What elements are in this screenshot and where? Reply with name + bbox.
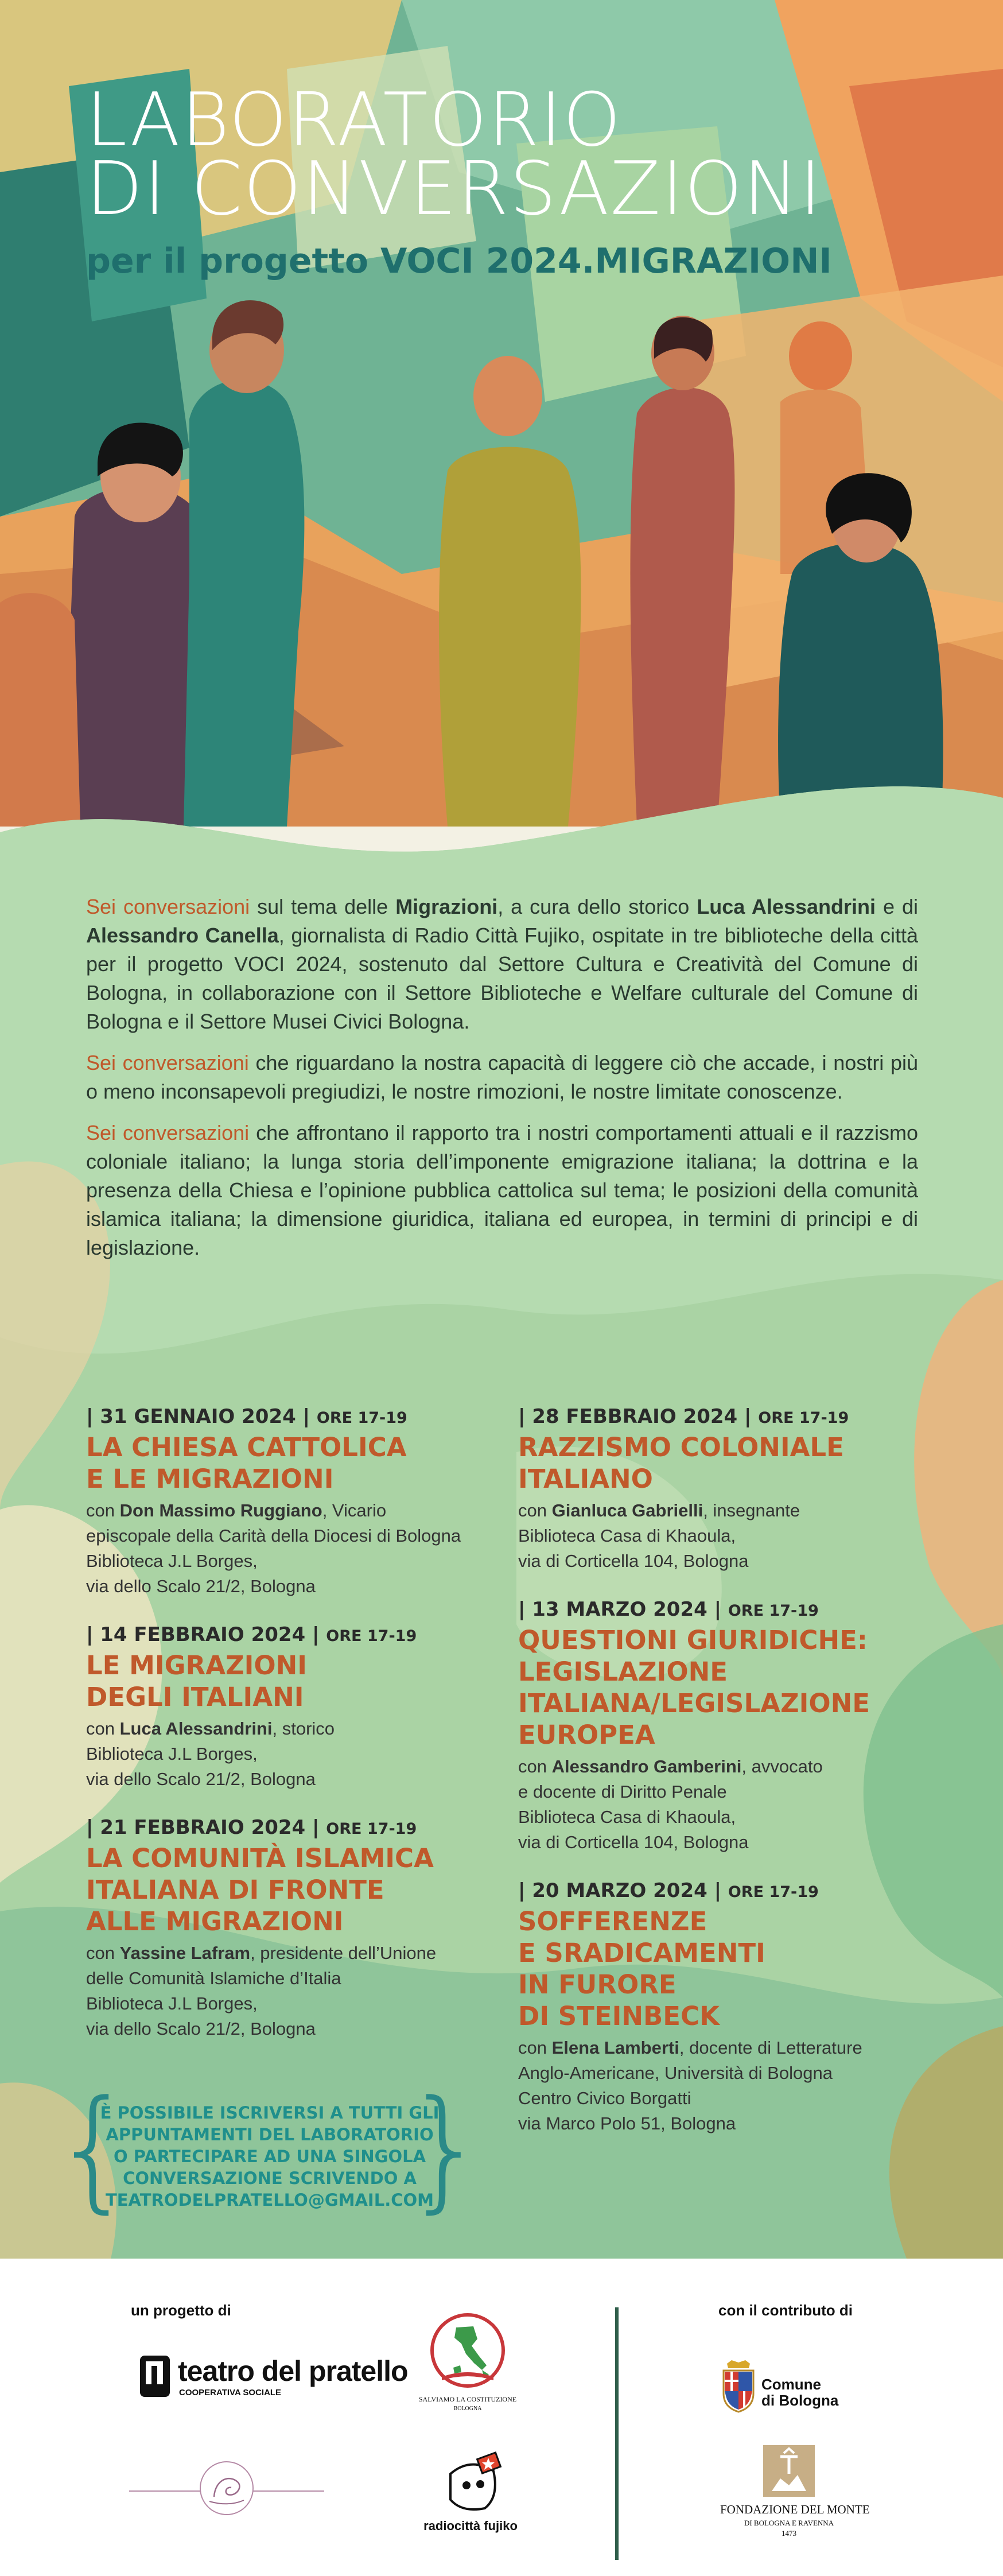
intro-text: [86, 893, 918, 1275]
event-time: ORE 17-19: [326, 1627, 417, 1645]
left-brace-icon: {: [52, 2073, 136, 2226]
bold-text: Luca Alessandrini: [697, 895, 876, 918]
teatro-logo-name: teatro del pratello: [178, 2355, 408, 2387]
title-block: [86, 77, 947, 281]
italy-map-icon: [425, 2310, 511, 2391]
right-brace-icon: }: [403, 2073, 488, 2226]
subtitle: per il progetto VOCI 2024.MIGRAZIONI: [86, 241, 832, 281]
event-date-text: | 21 FEBBRAIO 2024 |: [86, 1816, 326, 1839]
schedule-right-column: [518, 1405, 931, 2160]
event-time: ORE 17-19: [326, 1820, 417, 1838]
event-date: [86, 1405, 499, 1428]
contribution-label: con il contributo di: [718, 2302, 853, 2319]
bologna-crest-icon: [720, 2359, 757, 2414]
teatro-logo-sub: COOPERATIVA SOCIALE: [179, 2388, 282, 2397]
intro-paragraph-2: [86, 1049, 918, 1106]
event-details: [518, 1754, 931, 1855]
salviamo-costituzione-logo[interactable]: [416, 2310, 519, 2419]
event-time: ORE 17-19: [316, 1409, 407, 1427]
monte-emblem-icon: [763, 2445, 815, 2497]
costituzione-logo-text: SALVIAMO LA COSTITUZIONE: [418, 2395, 517, 2403]
bold-text: Migrazioni: [395, 895, 498, 918]
bold-text: Alessandro Canella: [86, 924, 279, 947]
event-con: con: [518, 2038, 552, 2058]
event-item: [86, 1816, 499, 2042]
title-line-1: LABORATORIO: [86, 77, 622, 163]
project-label: un progetto di: [131, 2302, 231, 2319]
registration-text[interactable]: È POSSIBILE ISCRIVERSI A TUTTI GLI APPUNTAMENTI DEL LABORATORIO O PARTECIPARE AD UNA SINGOLA CONVERSAZIONE SCRIVENDO A TEATRODELPRATELLO@GMAIL.COM: [100, 2103, 440, 2210]
event-details-text: , storico Biblioteca J.L Borges, via dello Scalo 21/2, Bologna: [86, 1718, 335, 1789]
event-date-text: | 14 FEBBRAIO 2024 |: [86, 1623, 326, 1646]
event-item: [518, 1598, 931, 1855]
event-title: LE MIGRAZIONI DEGLI ITALIANI: [86, 1650, 308, 1712]
event-con: con: [86, 1718, 120, 1739]
event-date-text: | 28 FEBBRAIO 2024 |: [518, 1405, 759, 1428]
event-con: con: [86, 1500, 120, 1520]
event-details: [86, 1498, 499, 1599]
event-details-text: , docente di Letterature Anglo-Americane, Università di Bologna Centro Civico Borgatti via Marco Polo 51, Bologna: [518, 2038, 862, 2133]
event-date-text: | 20 MARZO 2024 |: [518, 1879, 728, 1902]
highlight-text: Sei conversazioni: [86, 1051, 249, 1074]
theatre-mask-icon: [138, 2353, 172, 2399]
partner-signature-logo[interactable]: [129, 2457, 324, 2520]
event-details-text: , insegnante Biblioteca Casa di Khaoula, via di Corticella 104, Bologna: [518, 1500, 800, 1571]
event-title: LA COMUNITÀ ISLAMICA ITALIANA DI FRONTE ALLE MIGRAZIONI: [86, 1843, 434, 1937]
event-title: LA CHIESA CATTOLICA E LE MIGRAZIONI: [86, 1432, 407, 1494]
intro-paragraph-1: [86, 893, 918, 1036]
event-item: [518, 1879, 931, 2136]
intro-paragraph-3: [86, 1119, 918, 1262]
event-details: [86, 1716, 499, 1792]
text-span: e di: [876, 895, 919, 918]
event-details: [518, 2035, 931, 2136]
event-details-text: , Vicario episcopale della Carità della Diocesi di Bologna Biblioteca J.L Borges, via dello Scalo 21/2, Bologna: [86, 1500, 461, 1596]
schedule-left-column: [86, 1405, 499, 2066]
registration-callout: [52, 2073, 488, 2226]
text-span: che affrontano il rapporto tra i nostri comportamenti attuali e il razzismo coloniale italiano; la lunga storia dell’imponente emigrazione italiana; la dottrina e la presenza della Chiesa e l’opinione pubblica cattolica sul tema; le posizioni della comunità islamica italiana; la dimensione giuridica, italiana ed europea, in termini di principi e di legislazione.: [86, 1121, 918, 1259]
event-details: [86, 1941, 499, 2042]
event-speaker: Luca Alessandrini: [119, 1718, 273, 1739]
event-speaker: Don Massimo Ruggiano: [119, 1500, 322, 1520]
text-span: sul tema delle: [250, 895, 396, 918]
event-time: ORE 17-19: [728, 1602, 819, 1620]
text-span: , giornalista di Radio Città Fujiko, ospitate in tre biblioteche della città per il progetto VOCI 2024, sostenuto dal Settore Cultura e Creatività del Comune di Bologna, in collaborazione con il Settore Biblioteche e Welfare culturale del Comune di Bologna e il Settore Musei Civici Bologna.: [86, 924, 918, 1033]
fondazione-logo-text: FONDAZIONE DEL MONTE: [720, 2503, 870, 2516]
footer-divider: [615, 2307, 619, 2560]
event-date: [518, 1879, 931, 1902]
event-speaker: Yassine Lafram: [119, 1943, 251, 1963]
text-span: che riguardano la nostra capacità di leggere ciò che accade, i nostri più o meno inconsapevoli pregiudizi, le nostre rimozioni, le nostre limitate conoscenze.: [86, 1051, 919, 1103]
event-details-text: , avvocato e docente di Diritto Penale Biblioteca Casa di Khaoula, via di Corticella 104, Bologna: [518, 1756, 823, 1852]
event-date: [518, 1598, 931, 1621]
fondazione-del-monte-logo[interactable]: [720, 2445, 870, 2554]
event-date: [86, 1623, 499, 1646]
event-date-text: | 31 GENNAIO 2024 |: [86, 1405, 317, 1428]
event-item: [86, 1405, 499, 1599]
event-details-text: , presidente dell’Unione delle Comunità Islamiche d’Italia Biblioteca J.L Borges, via dello Scalo 21/2, Bologna: [86, 1943, 437, 2039]
event-speaker: Gianluca Gabrielli: [551, 1500, 703, 1520]
costituzione-logo-city: BOLOGNA: [453, 2406, 482, 2412]
event-title: QUESTIONI GIURIDICHE: LEGISLAZIONE ITALIANA/LEGISLAZIONE EUROPEA: [518, 1625, 870, 1750]
event-con: con: [518, 1500, 552, 1520]
radiocitta-fujiko-logo[interactable]: [416, 2451, 525, 2543]
title-line-2: DI CONVERSAZIONI: [86, 146, 823, 232]
event-title: RAZZISMO COLONIALE ITALIANO: [518, 1432, 844, 1494]
comune-di-bologna-logo[interactable]: [720, 2359, 852, 2416]
event-con: con: [86, 1943, 120, 1963]
event-date: [518, 1405, 931, 1428]
fondazione-logo-sub: DI BOLOGNA E RAVENNA: [744, 2519, 834, 2527]
event-date: [86, 1816, 499, 1839]
fondazione-logo-year: 1473: [782, 2529, 796, 2538]
event-title: SOFFERENZE E SRADICAMENTI IN FURORE DI STEINBECK: [518, 1906, 765, 2031]
footer: [0, 2259, 1003, 2576]
text-span: , a cura dello storico: [497, 895, 697, 918]
event-con: con: [518, 1756, 552, 1776]
event-speaker: Alessandro Gamberini: [551, 1756, 742, 1776]
event-date-text: | 13 MARZO 2024 |: [518, 1598, 728, 1621]
teatro-del-pratello-logo[interactable]: [138, 2353, 408, 2405]
event-details: [518, 1498, 931, 1574]
event-speaker: Elena Lamberti: [551, 2038, 679, 2058]
partner-emblem-icon: [129, 2457, 324, 2520]
highlight-text: Sei conversazioni: [86, 1121, 250, 1145]
highlight-text: Sei conversazioni: [86, 895, 250, 918]
event-item: [518, 1405, 931, 1574]
event-item: [86, 1623, 499, 1792]
event-time: ORE 17-19: [758, 1409, 849, 1427]
event-time: ORE 17-19: [728, 1883, 819, 1901]
radio-logo-text: radiocittà fujiko: [423, 2519, 518, 2533]
comune-logo-text: Comune di Bologna: [761, 2376, 839, 2409]
radio-mascot-icon: [439, 2451, 502, 2514]
